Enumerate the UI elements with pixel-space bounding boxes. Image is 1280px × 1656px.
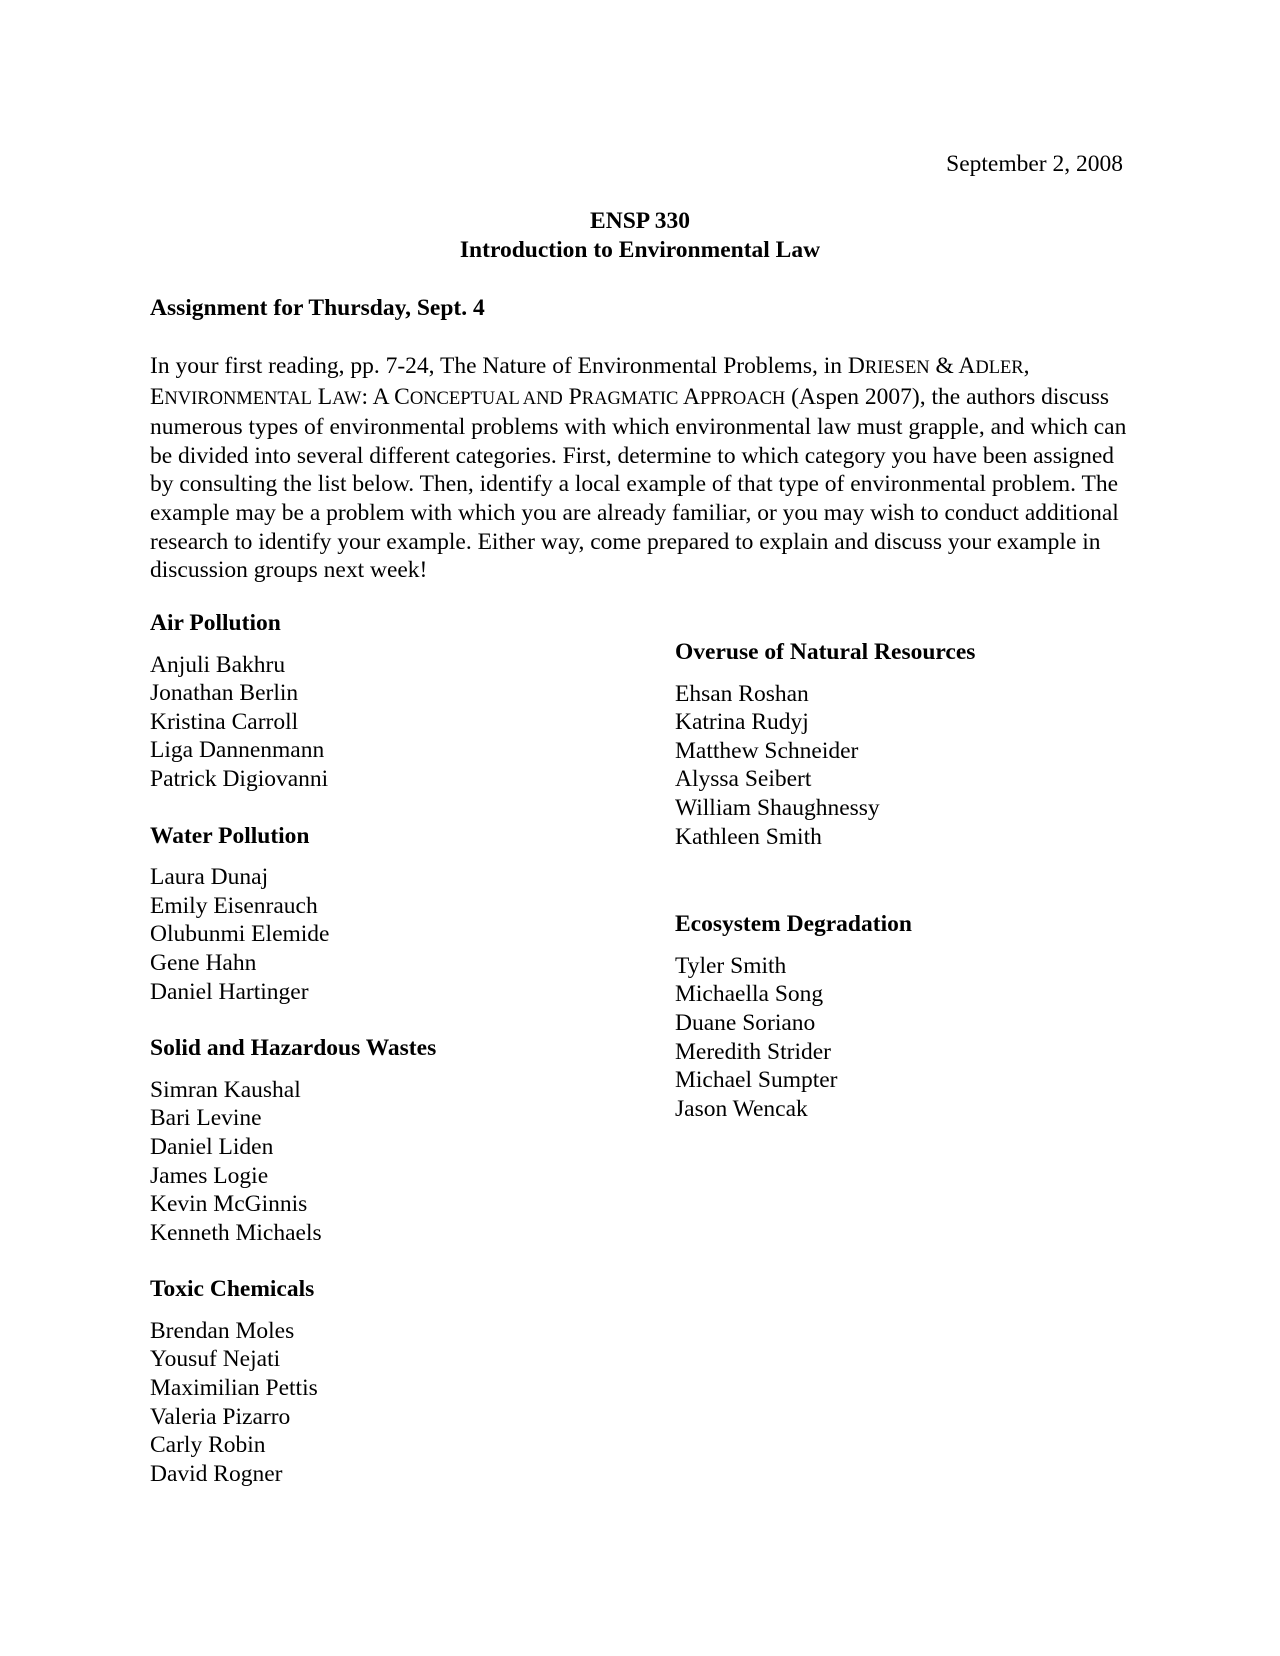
name-list (150, 1317, 650, 1489)
name-list (675, 680, 1175, 852)
group-title: Water Pollution (150, 822, 310, 849)
list-item: Tyler Smith (675, 952, 787, 979)
course-title: Introduction to Environmental Law (459, 237, 821, 263)
document-date: September 2, 2008 (946, 151, 1123, 177)
list-item: Jason Wencak (675, 1095, 808, 1122)
group-title: Solid and Hazardous Wastes (150, 1035, 437, 1062)
group-title: Air Pollution (150, 610, 281, 636)
list-item: William Shaughnessy (675, 794, 880, 821)
list-item: Gene Hahn (150, 949, 257, 976)
list-item: Jonathan Berlin (150, 680, 299, 707)
list-item: Simran Kaushal (150, 1076, 301, 1103)
list-item: Daniel Hartinger (150, 978, 309, 1005)
name-list (150, 1076, 650, 1248)
list-item: Olubunmi Elemide (150, 921, 330, 948)
list-item: Katrina Rudyj (675, 709, 809, 736)
list-item: David Rogner (150, 1460, 283, 1487)
list-item: James Logie (150, 1162, 269, 1189)
group-title: Overuse of Natural Resources (675, 639, 976, 665)
list-item: Ehsan Roshan (675, 680, 809, 707)
list-item: Emily Eisenrauch (150, 892, 318, 919)
name-list (675, 952, 1175, 1124)
group-overuse-natural-resources (675, 638, 1175, 851)
list-item: Kristina Carroll (150, 708, 299, 735)
list-item: Liga Dannenmann (150, 737, 325, 764)
list-item: Kevin McGinnis (150, 1191, 308, 1218)
list-item: Laura Dunaj (150, 864, 269, 891)
group-toxic-chemicals (150, 1275, 650, 1488)
intro-paragraph: In your first reading, pp. 7-24, The Nature of Environmental Problems, in DRIESEN & ADLER, ENVIRONMENTAL LAW: A CONCEPTUAL AND PRAGMATIC APPROACH (Aspen 2007), the authors discuss numerous types of environmental problems with which environmental law must grapple, and which can be divided into several different categories. First, determine to which category you have been assigned by consulting the list below. Then, identify a local example of that type of environmental problem. The example may be a problem with which you are already familiar, or you may wish to conduct additional research to identify your example. Either way, come prepared to explain and discuss your example in discussion groups next week! (150, 353, 1127, 584)
name-list (150, 651, 650, 794)
list-item: Michaella Song (675, 981, 824, 1008)
list-item: Matthew Schneider (675, 737, 859, 764)
list-item: Meredith Strider (675, 1038, 831, 1065)
list-item: Alyssa Seibert (675, 766, 812, 793)
group-title: Ecosystem Degradation (675, 911, 912, 938)
list-item: Yousuf Nejati (150, 1346, 281, 1373)
group-air-pollution (150, 609, 650, 794)
name-list (150, 863, 650, 1006)
group-ecosystem-degradation (675, 910, 1175, 1123)
left-column-groups (150, 609, 650, 1516)
course-code: ENSP 330 (590, 208, 690, 234)
list-item: Kenneth Michaels (150, 1219, 322, 1246)
list-item: Carly Robin (150, 1432, 266, 1459)
list-item: Anjuli Bakhru (150, 651, 286, 678)
list-item: Duane Soriano (675, 1009, 816, 1036)
list-item: Kathleen Smith (675, 823, 822, 850)
list-item: Bari Levine (150, 1105, 262, 1132)
assignment-heading: Assignment for Thursday, Sept. 4 (150, 295, 485, 321)
list-item: Valeria Pizarro (150, 1403, 291, 1430)
list-item: Maximilian Pettis (150, 1375, 318, 1402)
book-title: ENVIRONMENTAL LAW: A CONCEPTUAL AND PRAGMATIC APPROACH (150, 383, 786, 410)
list-item: Patrick Digiovanni (150, 765, 329, 792)
list-item: Michael Sumpter (675, 1067, 838, 1094)
list-item: Brendan Moles (150, 1317, 295, 1344)
group-water-pollution (150, 822, 650, 1007)
list-item: Daniel Liden (150, 1133, 274, 1160)
group-title: Toxic Chemicals (150, 1276, 315, 1303)
right-column-groups (675, 638, 1175, 1151)
course-header (0, 207, 1280, 265)
group-solid-hazardous-wastes (150, 1034, 650, 1247)
